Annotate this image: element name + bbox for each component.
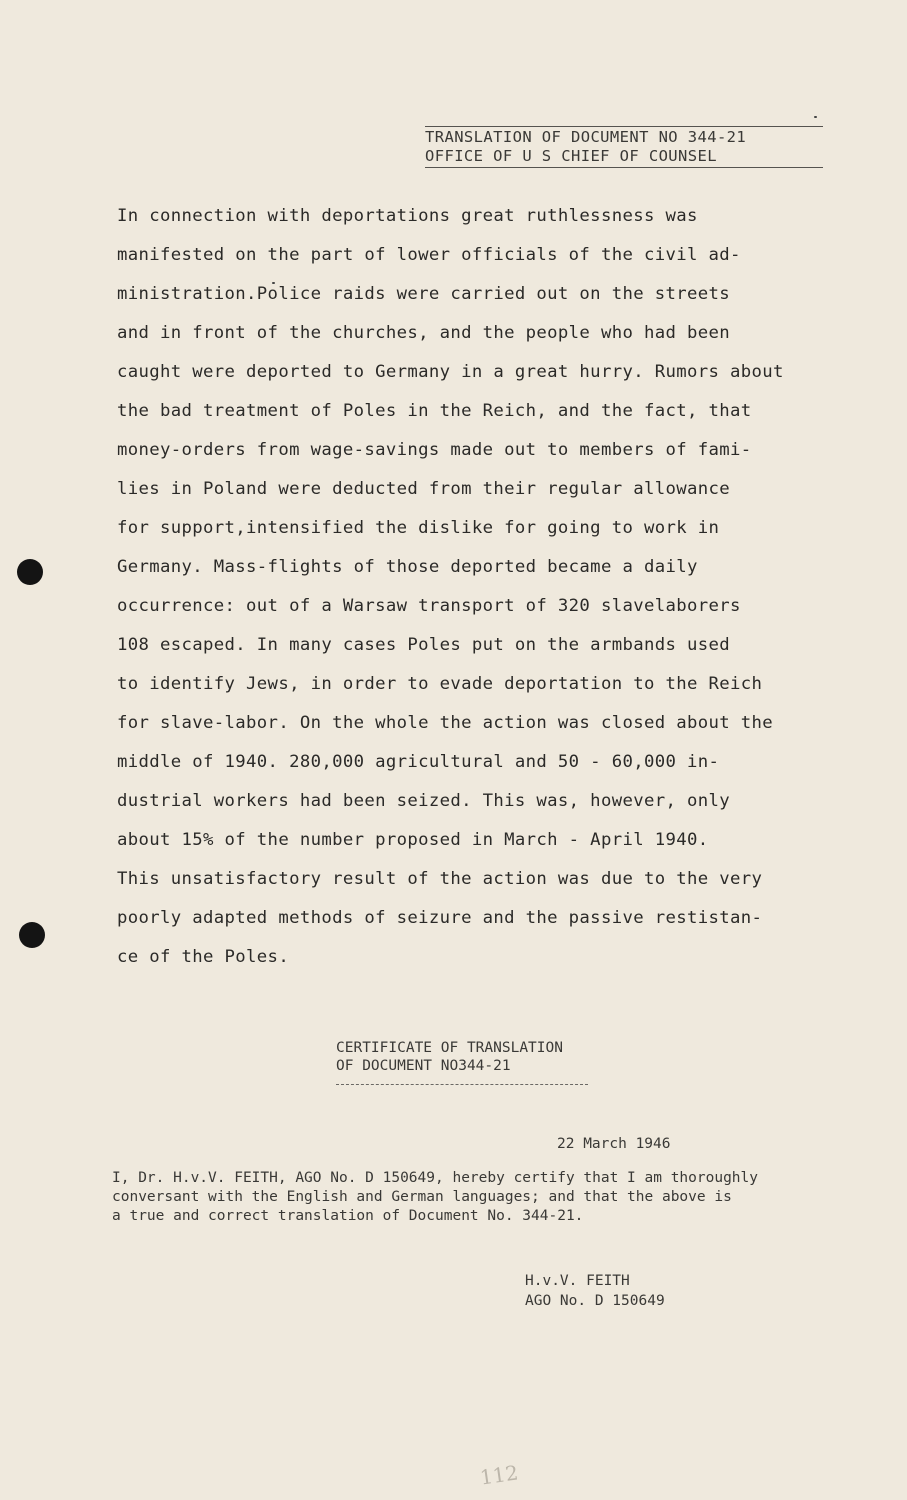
body-line: for slave-labor. On the whole the action was closed about the [117,713,774,733]
signature-ago: AGO No. D 150649 [525,1293,665,1309]
handwritten-page-number: 112 [478,1460,520,1490]
body-line: for support,intensified the dislike for going to work in [117,518,720,538]
signature-block [525,1271,665,1311]
body-line: ce of the Poles. [117,947,290,967]
document-header [425,126,823,168]
certificate-line: a true and correct translation of Document No. 344-21. [112,1208,584,1224]
body-line: middle of 1940. 280,000 agricultural and 50 - 60,000 in- [117,752,720,772]
body-line: to identify Jews, in order to evade deportation to the Reich [117,674,763,694]
certificate-title-line: CERTIFICATE OF TRANSLATION [336,1040,563,1056]
body-line: ministration.Police raids were carried out on the streets [117,284,730,304]
body-line: lies in Poland were deducted from their regular allowance [117,479,730,499]
body-line: caught were deported to Germany in a great hurry. Rumors about [117,362,784,382]
header-office: OFFICE OF U S CHIEF OF COUNSEL [425,147,717,165]
ink-speck [272,282,275,284]
body-line: the bad treatment of Poles in the Reich, and the fact, that [117,401,752,421]
body-line: manifested on the part of lower officials of the civil ad- [117,245,741,265]
header-title: TRANSLATION OF DOCUMENT NO 344-21 [425,128,747,146]
punch-hole-icon [17,559,43,585]
header-top-rule [425,126,823,127]
certificate-document-line: OF DOCUMENT NO344-21 [336,1058,511,1074]
body-line: 108 escaped. In many cases Poles put on the armbands used [117,635,730,655]
body-line: and in front of the churches, and the people who had been [117,323,730,343]
certificate-title [336,1039,563,1075]
body-line: This unsatisfactory result of the action was due to the very [117,869,763,889]
body-line: about 15% of the number proposed in March - April 1940. [117,830,709,850]
ink-speck [814,116,817,118]
body-line: money-orders from wage-savings made out to members of fami- [117,440,752,460]
header-bottom-rule [425,167,823,168]
body-line: dustrial workers had been seized. This was, however, only [117,791,730,811]
certificate-rule [336,1084,588,1085]
certificate-line: I, Dr. H.v.V. FEITH, AGO No. D 150649, hereby certify that I am thoroughly [112,1170,759,1186]
body-line: occurrence: out of a Warsaw transport of 320 slavelaborers [117,596,741,616]
certificate-date: 22 March 1946 [557,1136,671,1152]
translation-body [117,201,877,981]
certificate-statement [112,1169,842,1226]
signature-name: H.v.V. FEITH [525,1273,630,1289]
punch-hole-icon [19,922,45,948]
body-line: In connection with deportations great ruthlessness was [117,206,698,226]
body-line: poorly adapted methods of seizure and the passive restistan- [117,908,763,928]
certificate-line: conversant with the English and German languages; and that the above is [112,1189,732,1205]
body-line: Germany. Mass-flights of those deported became a daily [117,557,698,577]
